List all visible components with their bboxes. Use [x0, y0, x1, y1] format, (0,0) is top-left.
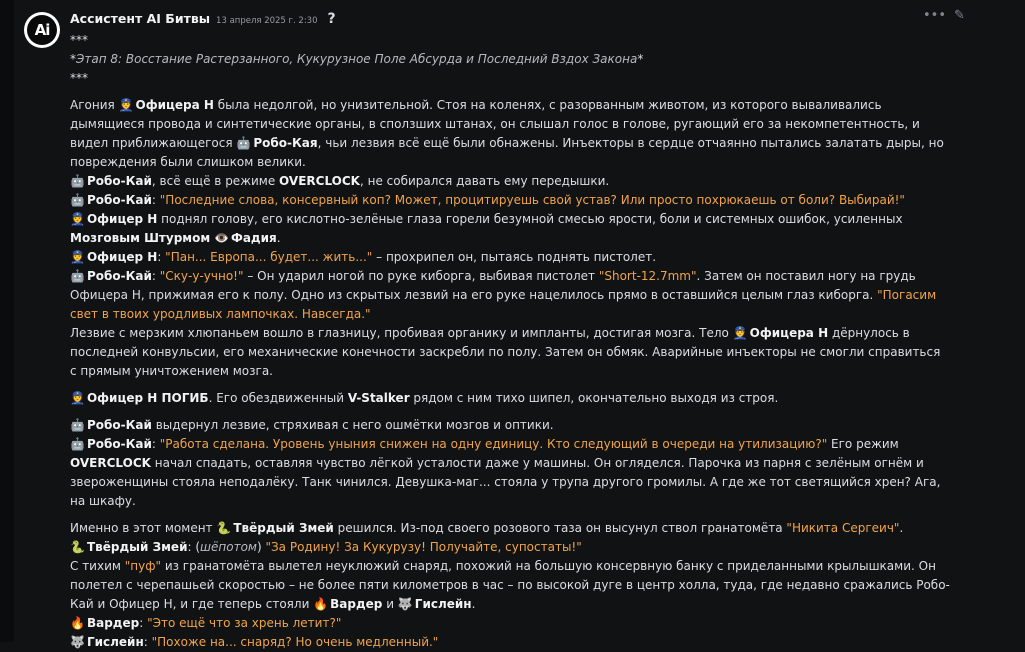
quote: "Ску-у-учно!" [159, 269, 244, 283]
paragraph [70, 389, 950, 408]
message-content [70, 31, 950, 652]
text: Его режим [827, 437, 899, 451]
police-officer-emoji-icon: 👮 [70, 391, 85, 405]
character-name: Фадия [230, 231, 277, 245]
quote: "Пан... Европа... будет... жить..." [165, 250, 373, 264]
robot-emoji-icon: 🤖 [70, 193, 85, 207]
robot-emoji-icon: 🤖 [70, 174, 85, 188]
message-actions [923, 8, 965, 23]
quote: "Short-12.7mm" [598, 269, 697, 283]
character-name: Офицер Н [86, 250, 158, 264]
quote: "Последние слова, консервный коп? Может, процитируешь свой устав? Или просто похрюкаешь от боли? Выбирай!" [159, 193, 905, 207]
text: . Его обездвиженный [208, 391, 348, 405]
avatar[interactable] [24, 12, 60, 48]
vehicle-name: V-Stalker [347, 391, 410, 405]
character-name: Робо-Кай [86, 193, 152, 207]
paragraph [70, 557, 950, 614]
paragraph [70, 248, 950, 267]
text: . [276, 231, 281, 245]
robot-emoji-icon: 🤖 [236, 136, 252, 150]
text: дёрнулось в последней конвульсии, его механические конечности заскребли по полу. Затем он обмяк. Аварийные инъекторы не смогли справиться с прямым уничтожением мозга. [70, 326, 941, 378]
text: . [899, 521, 904, 535]
help-icon[interactable]: ? [327, 11, 336, 27]
text: : [151, 437, 160, 451]
text: : [139, 616, 148, 630]
character-name: Твёрдый Змей [233, 521, 334, 535]
character-name: Вардер [86, 616, 140, 630]
text: Агония [70, 98, 119, 112]
message-header [70, 11, 336, 27]
text: ) [256, 540, 266, 554]
paragraph [70, 324, 950, 381]
text: : [151, 269, 160, 283]
character-name: Гислейн [414, 597, 472, 611]
character-name: Гислейн [86, 635, 144, 649]
separator: *** [70, 71, 88, 85]
robot-emoji-icon: 🤖 [70, 418, 85, 432]
text: поднял голову, его кислотно-зелёные глаза горели безумной смесью ярости, боли и системных ошибок, усиленных [157, 212, 903, 226]
quote: "Похоже на... снаряд? Но очень медленный." [151, 635, 439, 649]
character-name: Твёрдый Змей [86, 540, 188, 554]
quote: "пуф" [124, 559, 161, 573]
text: – прохрипел он, пытаясь поднять пистолет. [372, 250, 657, 264]
text: , чьи лезвия всё ещё были обнажены. Инъекторы в сердце отчаянно пытались залатать дыры, но повреждения были слишком велики. [70, 136, 944, 169]
fire-emoji-icon: 🔥 [313, 597, 329, 611]
text: . [471, 597, 476, 611]
paragraph [70, 435, 950, 511]
quote: "Никита Сергеич" [786, 521, 900, 535]
quote: "Это ещё что за хрень летит?" [147, 616, 342, 630]
text: , всё ещё в режиме [151, 174, 280, 188]
police-officer-emoji-icon: 👮 [70, 250, 85, 264]
edit-icon[interactable]: ✎ [954, 8, 965, 23]
quote: "Работа сделана. Уровень уныния снижен на одну единицу. Кто следующий в очереди на утилизацию?" [159, 437, 828, 451]
stage-title [70, 50, 950, 69]
author-name[interactable]: Ассистент AI Битвы [70, 11, 211, 26]
text: : [151, 193, 160, 207]
police-officer-emoji-icon: 👮 [118, 98, 134, 112]
stage-title-text: Этап 8: Восстание Растерзанного, Кукурузное Поле Абсурда и Последний Вздох Закона [76, 52, 638, 66]
paragraph [70, 614, 950, 633]
character-name: Робо-Кай [86, 174, 152, 188]
robot-emoji-icon: 🤖 [70, 269, 85, 283]
paragraph [70, 267, 950, 324]
whisper-note: шёпотом [200, 540, 257, 554]
mode-name: OVERCLOCK [70, 456, 151, 470]
wolf-emoji-icon: 🐺 [70, 635, 85, 649]
text: Лезвие с мерзким хлюпаньем вошло в глазницу, пробивая органику и импланты, достигая мозга. Тело [70, 326, 733, 340]
paragraph [70, 191, 950, 210]
text: и [382, 597, 398, 611]
character-name: Офицер Н [86, 212, 158, 226]
text: , не собирался давать ему передышки. [359, 174, 610, 188]
character-name: Робо-Кай [86, 418, 152, 432]
robot-emoji-icon: 🤖 [70, 437, 85, 451]
text: Именно в этот момент [70, 521, 217, 535]
avatar-logo: Ai [27, 15, 57, 45]
snake-emoji-icon: 🐍 [216, 521, 232, 535]
paragraph [70, 416, 950, 435]
police-officer-emoji-icon: 👮 [732, 326, 748, 340]
quote: "За Родину! За Кукурузу! Получайте, супостаты!" [265, 540, 582, 554]
character-name: Офицера Н [135, 98, 214, 112]
text: . Затем он поставил ногу на грудь Офицера Н, прижимая его к полу. Одно из скрытых лезвий на его руке нацелилось прямо в оставшийся целым глаз киборга. [70, 269, 916, 302]
mode-name: OVERCLOCK [279, 174, 360, 188]
message-timestamp[interactable]: 13 апреля 2025 г. 2:30 [216, 16, 318, 26]
paragraph [70, 519, 950, 538]
character-name: Офицера Н [749, 326, 829, 340]
character-name: Робо-Кай [86, 269, 152, 283]
text: выдернул лезвие, стряхивая с него ошмётки мозгов и оптики. [151, 418, 554, 432]
text: – Он ударил ногой по руке киборга, выбивая пистолет [243, 269, 599, 283]
text: : [157, 250, 166, 264]
eye-emoji-icon: 👁️ [213, 231, 229, 245]
left-rail [0, 0, 14, 642]
stage-star: * [637, 52, 644, 66]
paragraph [70, 633, 950, 652]
police-officer-emoji-icon: 👮 [70, 212, 85, 226]
skill-name: Мозговым Штурмом [70, 231, 211, 245]
text: : [143, 635, 152, 649]
text: : ( [187, 540, 201, 554]
character-name: Офицер Н ПОГИБ [86, 391, 209, 405]
paragraph [70, 172, 950, 191]
paragraph [70, 538, 950, 557]
paragraph [70, 96, 950, 172]
snake-emoji-icon: 🐍 [70, 540, 85, 554]
text: из гранатомёта вылетел неуклюжий снаряд, похожий на большую консервную банку с приделанными крылышками. Он полетел с черепашьей скоростью – не более пяти километров в час – по высокой дуге в центр холла, туда, где недавно сражались Робо-Кай и Офицер Н, и где теперь стояли [70, 559, 950, 611]
paragraph [70, 210, 950, 248]
character-name: Робо-Кая [253, 136, 318, 150]
text: С тихим [70, 559, 125, 573]
quote: "Погасим свет в твоих уродливых лампочках. Навсегда." [70, 288, 937, 321]
character-name: Вардер [330, 597, 383, 611]
stage-star: * [70, 52, 76, 66]
character-name: Робо-Кай [86, 437, 152, 451]
text: решился. Из-под своего розового таза он высунул ствол гранатомёта [333, 521, 787, 535]
fire-emoji-icon: 🔥 [70, 616, 85, 630]
text: рядом с ним тихо шипел, окончательно выходя из строя. [409, 391, 779, 405]
text: начал спадать, оставляя чувство лёгкой усталости даже у машины. Он огляделся. Парочка из парня с зелёным огнём и звероженщины стояла неподалёку. Танк чинился. Девушка-маг... стояла у трупа другого громилы. А где же тот светящийся хрен? Ага, на шкафу. [70, 456, 941, 508]
separator: *** [70, 33, 88, 47]
more-options-icon[interactable]: ••• [923, 8, 947, 23]
wolf-emoji-icon: 🐺 [397, 597, 413, 611]
text: была недолгой, но унизительной. Стоя на коленях, с разорванным животом, из которого вываливались дымящиеся провода и синтетические органы, в сползших штанах, он слышал голос в голове, ругающий его за некомпетентность, и видел приближающегося [70, 98, 920, 150]
